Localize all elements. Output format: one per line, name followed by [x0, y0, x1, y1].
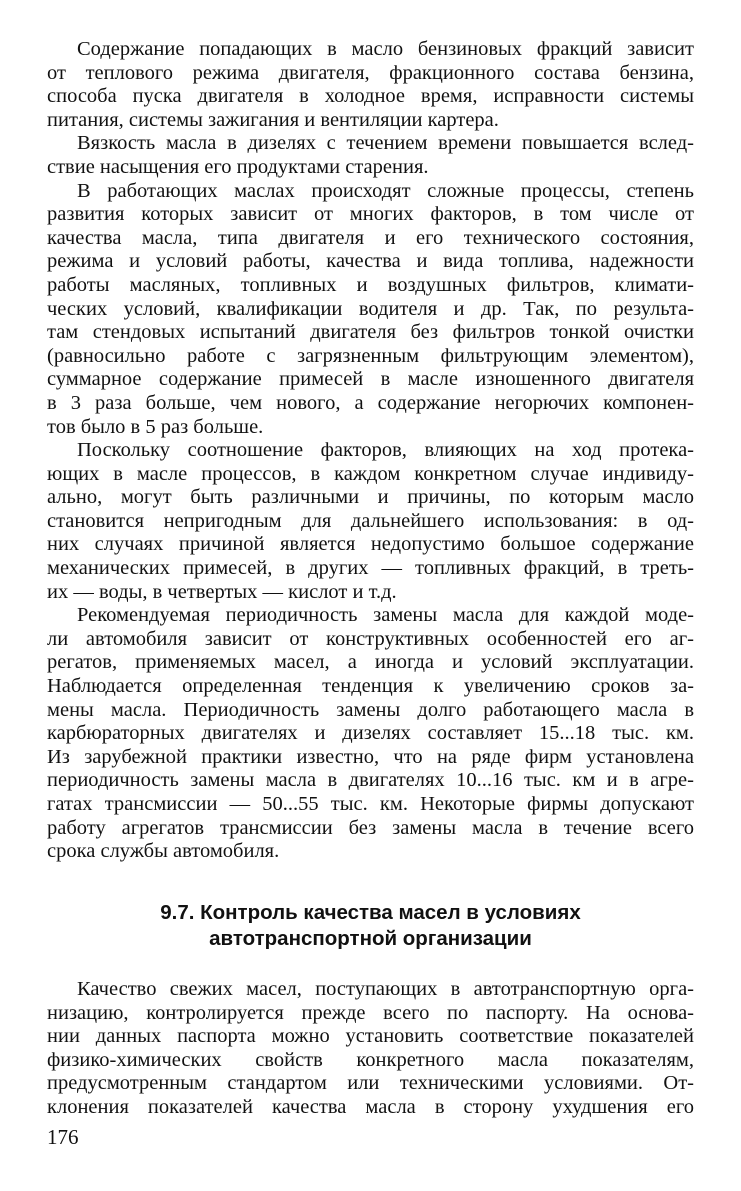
text-line: становится непригодным для дальнейшего использования: в од- — [47, 509, 694, 532]
paragraph — [47, 978, 694, 1120]
paragraph — [47, 439, 694, 581]
section-heading-line: автотранспортной организации — [209, 927, 532, 950]
text-line: питания, системы зажигания и вентиляции картера. — [47, 108, 499, 131]
text-line: от теплового режима двигателя, фракционного состава бензина, — [47, 61, 694, 84]
text-line: тов было в 5 раз больше. — [47, 415, 264, 438]
text-line: (равносильно работе с загрязненным фильтрующим элементом), — [47, 344, 694, 367]
text-line: гатах трансмиссии — 50...55 тыс. км. Некоторые фирмы допускают — [47, 793, 694, 815]
text-line: В работающих маслах происходят сложные процессы, степень — [77, 179, 694, 202]
text-line: Содержание попадающих в масло бензиновых фракций зависит — [77, 38, 694, 60]
text-line: них случаях причиной является недопустимо большое содержание — [47, 533, 694, 556]
text-line: Из зарубежной практики известно, что на ряде фирм установлена — [47, 745, 694, 768]
paragraph — [47, 156, 694, 180]
text-line: в 3 раза больше, чем нового, а содержание негорючих компонен- — [47, 391, 694, 414]
text-line: Качество свежих масел, поступающих в автотранспортную орга- — [77, 978, 694, 1000]
paragraph — [47, 38, 694, 109]
text-line: Рекомендуемая периодичность замены масла для каждой моде- — [77, 604, 694, 627]
text-line: ли автомобиля зависит от конструктивных особенностей его аг- — [47, 627, 694, 650]
text-line: нии данных паспорта можно установить соответствие показателей — [47, 1025, 694, 1048]
paragraph — [47, 840, 694, 864]
text-line: способа пуска двигателя в холодное время, исправности системы — [47, 85, 694, 108]
text-line: работу агрегатов трансмиссии без замены масла в течение всего — [47, 816, 694, 839]
section-heading-line: 9.7. Контроль качества масел в условиях — [160, 901, 581, 924]
text-line: их — воды, в четвертых — кислот и т.д. — [47, 580, 397, 603]
text-line: развития которых зависит от многих факторов, в том числе от — [47, 203, 694, 226]
text-line: регатов, применяемых масел, а иногда и условий эксплуатации. — [47, 651, 694, 674]
text-line: периодичность замены масла в двигателях 10...16 тыс. км и в агре- — [47, 769, 694, 792]
text-line: качества масла, типа двигателя и его технического состояния, — [47, 226, 694, 249]
section-body-text — [47, 978, 694, 1120]
text-line: низацию, контролируется прежде всего по паспорту. На основа- — [47, 1001, 694, 1024]
text-line: Поскольку соотношение факторов, влияющих на ход протека- — [77, 439, 694, 462]
text-line: суммарное содержание примесей в масле изношенного двигателя — [47, 368, 694, 391]
text-line: карбюраторных двигателях и дизелях составляет 15...18 тыс. км. — [47, 722, 694, 745]
text-line: работы масляных, топливных и воздушных фильтров, климати- — [47, 273, 694, 296]
text-line: клонения показателей качества масла в сторону ухудшения его — [47, 1095, 694, 1118]
text-line: Наблюдается определенная тенденция к увеличению сроков за- — [47, 675, 694, 698]
page-number: 176 — [47, 1125, 79, 1149]
paragraph — [47, 180, 694, 416]
body-text — [47, 38, 694, 864]
text-line: предусмотренным стандартом или техническими условиями. От- — [47, 1072, 694, 1095]
paragraph — [47, 132, 694, 156]
text-line: ческих условий, квалификации водителя и др. Так, по результа- — [47, 297, 694, 320]
text-line: там стендовых испытаний двигателя без фильтров тонкой очистки — [47, 321, 694, 344]
section-heading — [47, 900, 694, 952]
text-line: механических примесей, в других — топливных фракций, в треть- — [47, 557, 694, 580]
paragraph — [47, 581, 694, 605]
text-line: ально, могут быть различными и причины, по которым масло — [47, 486, 694, 509]
text-line: ствие насыщения его продуктами старения. — [47, 155, 429, 178]
text-line: Вязкость масла в дизелях с течением времени повышается вслед- — [77, 132, 694, 155]
text-line: режима и условий работы, качества и вида топлива, надежности — [47, 250, 694, 273]
paragraph — [47, 109, 694, 133]
text-line: физико-химических свойств конкретного масла показателям, — [47, 1048, 694, 1071]
text-line: ющих в масле процессов, в каждом конкретном случае индивиду- — [47, 462, 694, 485]
paragraph — [47, 416, 694, 440]
text-line: срока службы автомобиля. — [47, 840, 280, 863]
text-line: мены масла. Периодичность замены долго работающего масла в — [47, 698, 694, 721]
paragraph — [47, 604, 694, 840]
